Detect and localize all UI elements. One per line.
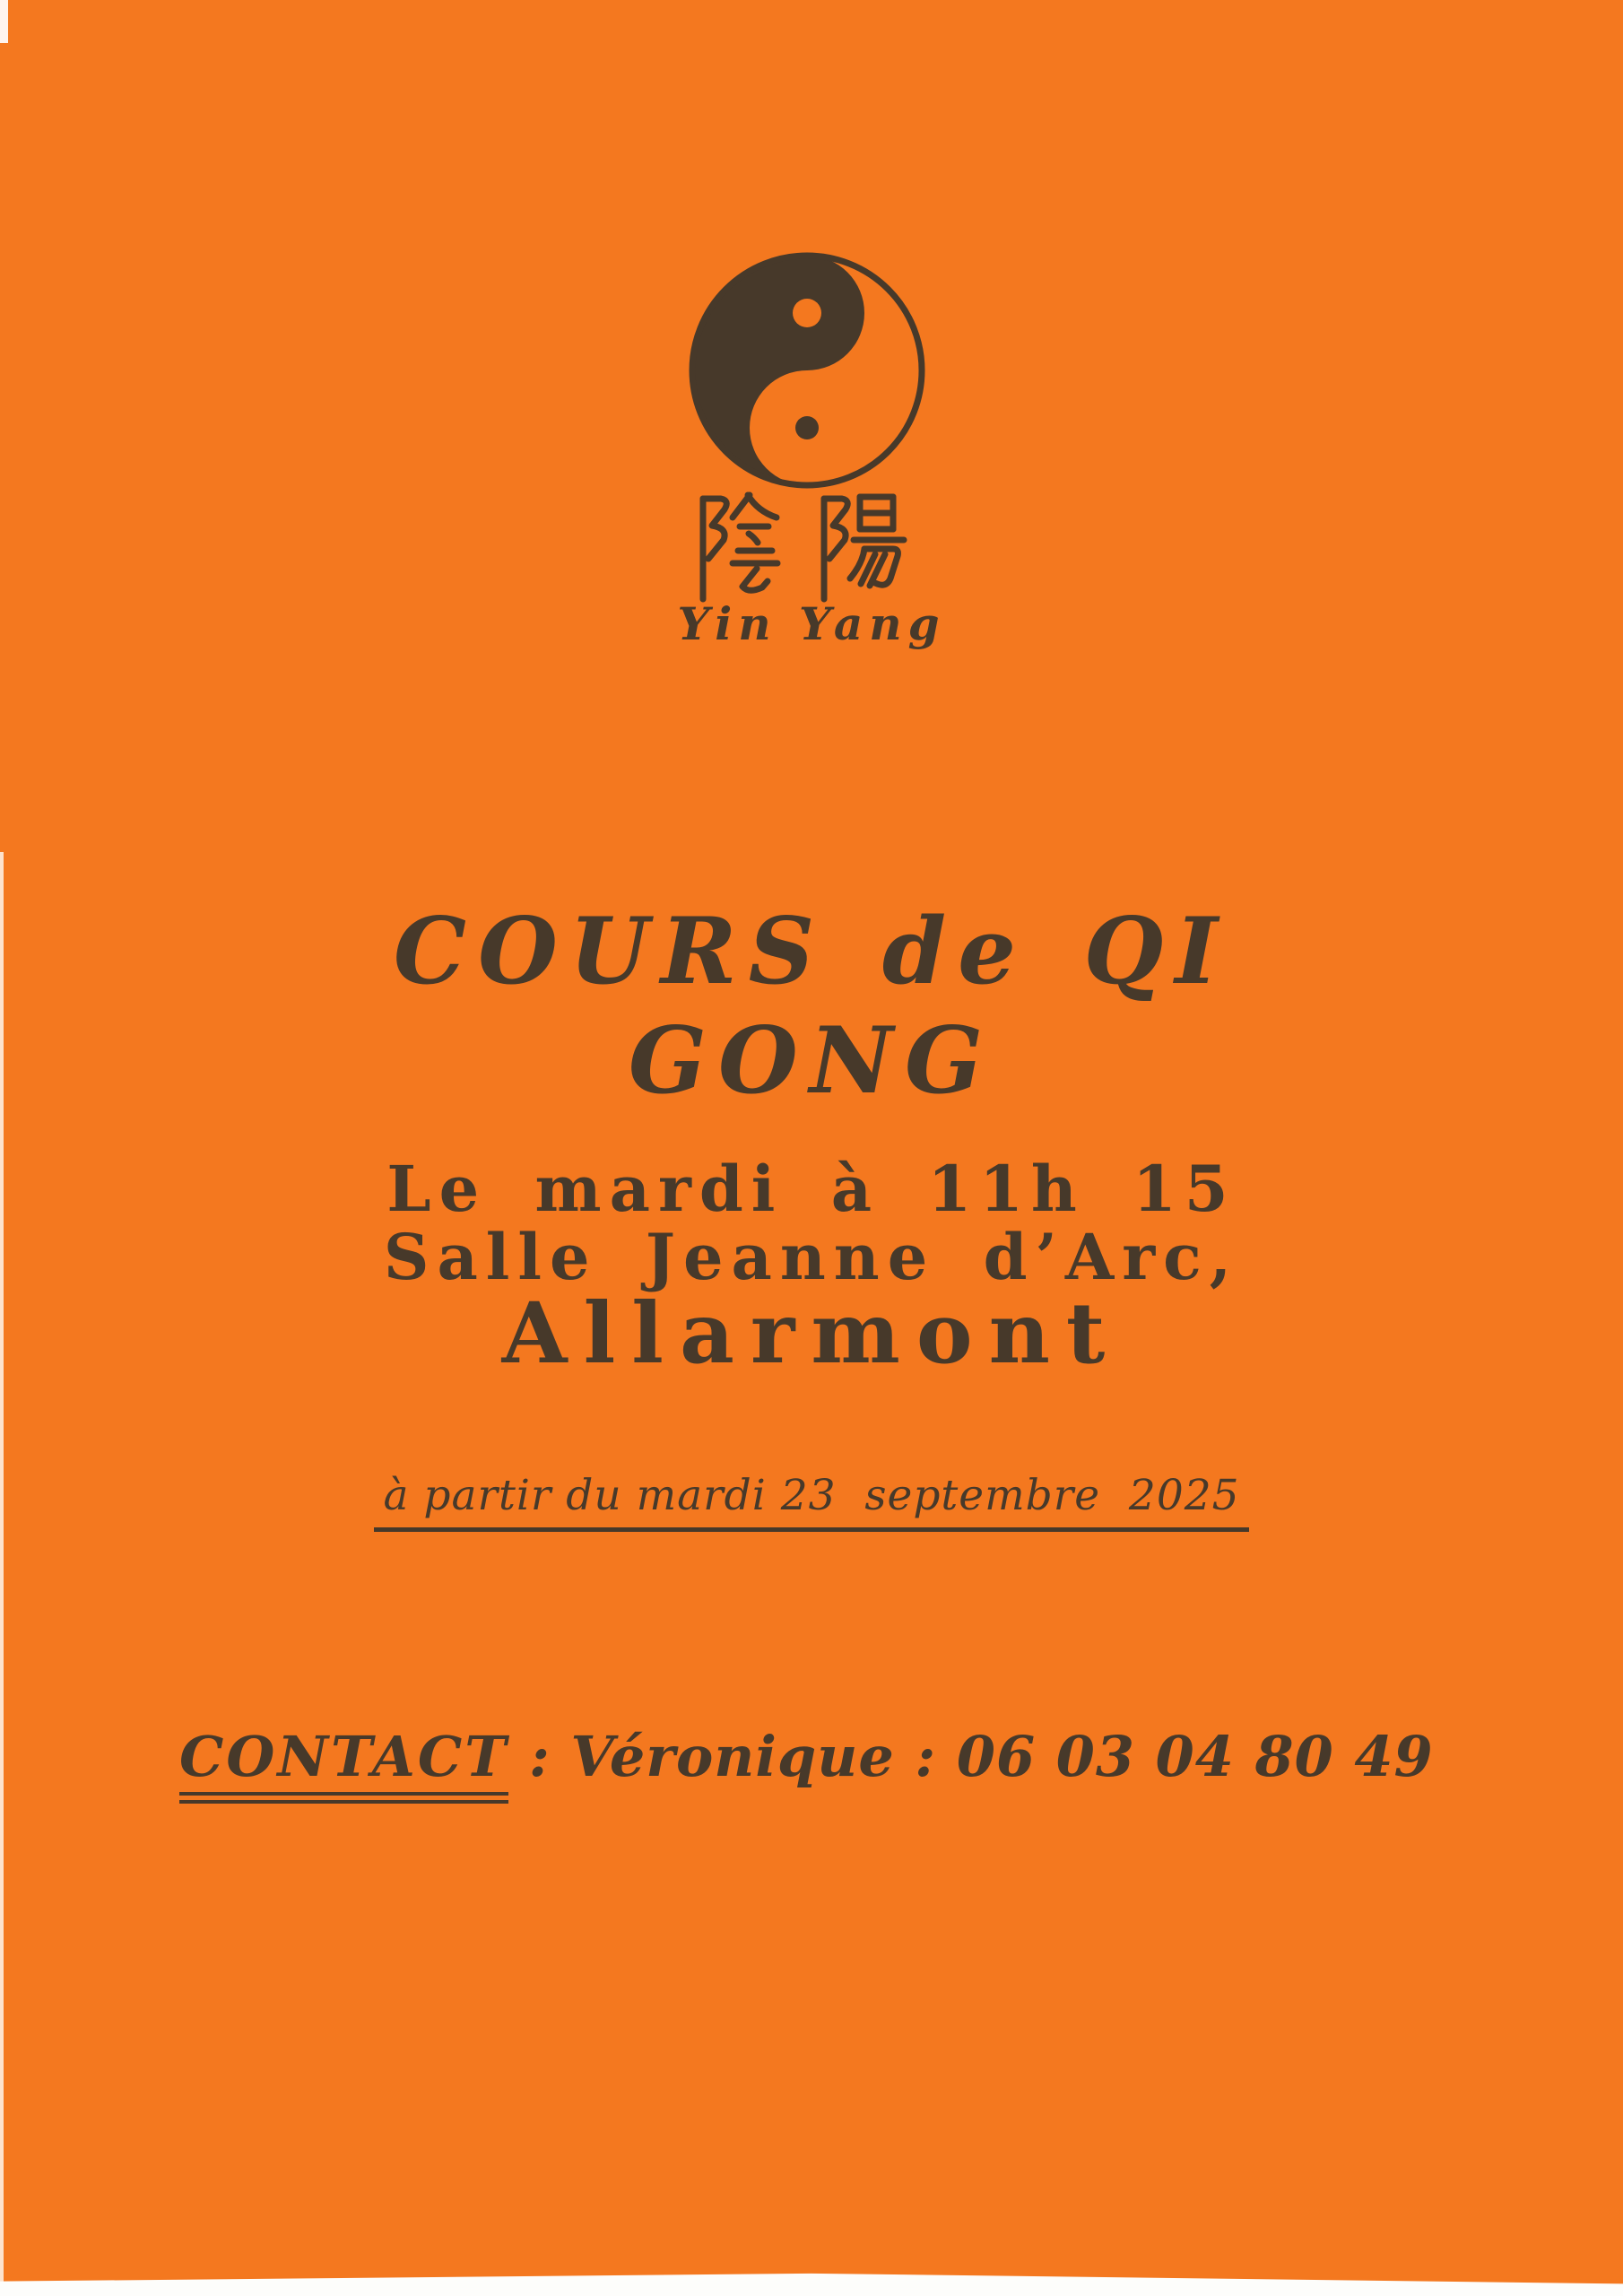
logo-caption: Yin Yang (677, 597, 946, 650)
schedule-town: Allarmont (501, 1284, 1122, 1383)
chinese-characters-icon (692, 490, 925, 606)
schedule-venue: Salle Jeanne d’Arc, (383, 1220, 1240, 1294)
scan-corner-artifact (0, 0, 8, 43)
yin-yang-icon (686, 249, 928, 491)
contact-label: CONTACT (179, 1724, 508, 1804)
paper-bottom-edge (0, 2266, 1623, 2296)
contact-line (179, 1724, 1434, 1804)
schedule-day-time: Le mardi à 11h 15 (386, 1152, 1237, 1226)
page-title-line1: COURS de QI (393, 898, 1230, 1005)
contact-details: : Véronique : 06 03 04 80 49 (508, 1724, 1434, 1789)
start-date (0, 1471, 1623, 1532)
page-title (0, 897, 1623, 1116)
start-date-text: à partir du mardi 23 septembre 2025 (374, 1471, 1248, 1532)
page-title-line2: GONG (628, 1007, 995, 1115)
